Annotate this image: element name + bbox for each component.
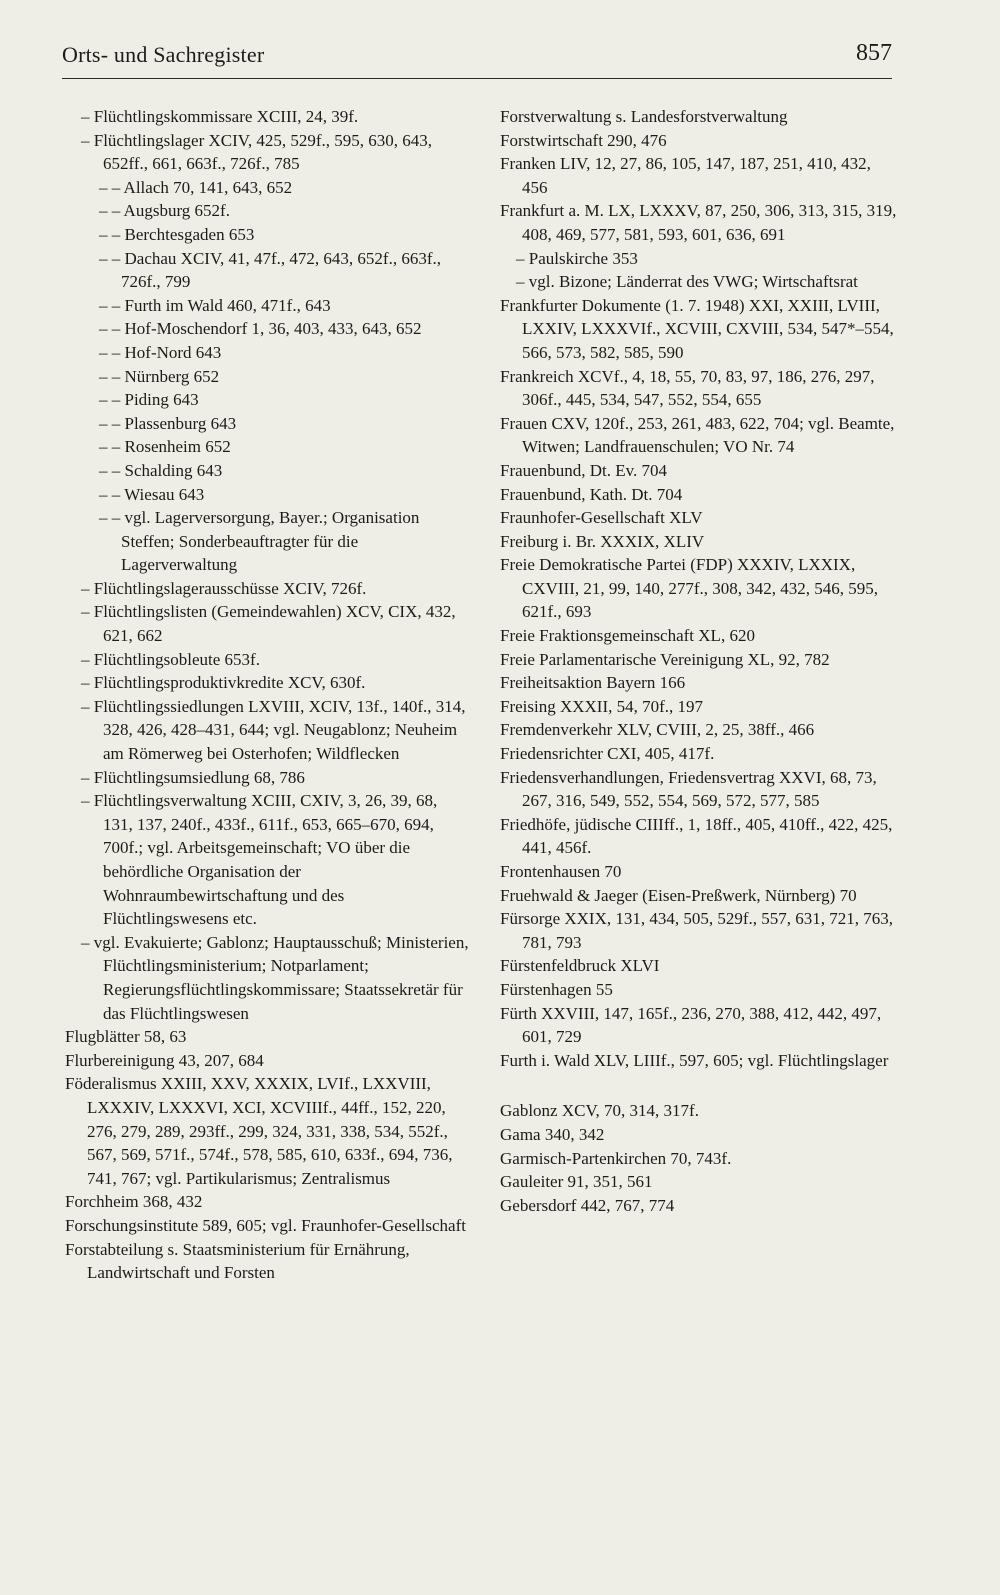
index-entry: Fürstenfeldbruck XLVI bbox=[500, 956, 660, 976]
index-entry: – – Schalding 643 bbox=[99, 460, 223, 480]
index-entry: Frankfurt a. M. LX, LXXXV, 87, 250, 306, 313, 315, 319, 408, 469, 577, 581, 593, 601, 636, 691 bbox=[500, 201, 897, 244]
index-entry: Franken LIV, 12, 27, 86, 105, 147, 187, 251, 410, 432, 456 bbox=[500, 154, 871, 197]
index-entry: – Flüchtlingslagerausschüsse XCIV, 726f. bbox=[81, 578, 367, 598]
index-entry: – Flüchtlingslisten (Gemeindewahlen) XCV, CIX, 432, 621, 662 bbox=[81, 602, 456, 646]
index-entry: – – Nürnberg 652 bbox=[99, 366, 220, 386]
index-entry: Freiheitsaktion Bayern 166 bbox=[500, 673, 686, 693]
index-entry: Freie Parlamentarische Vereinigung XL, 92, 782 bbox=[500, 649, 830, 669]
index-entry: Flurbereinigung 43, 207, 684 bbox=[65, 1050, 264, 1070]
index-entry: – – Berchtesgaden 653 bbox=[99, 224, 255, 244]
index-entry: Frontenhausen 70 bbox=[500, 862, 622, 881]
index-entry: Freising XXXII, 54, 70f., 197 bbox=[500, 696, 704, 716]
index-entry: Gablonz XCV, 70, 314, 317f. bbox=[500, 1101, 699, 1121]
index-entry: – – Augsburg 652f. bbox=[99, 201, 230, 221]
index-entry: Garmisch-Partenkirchen 70, 743f. bbox=[500, 1148, 732, 1168]
index-entry: – – Dachau XCIV, 41, 47f., 472, 643, 652f., 663f., 726f., 799 bbox=[99, 248, 442, 292]
letter-group-gap bbox=[500, 1072, 900, 1099]
index-entry: Gebersdorf 442, 767, 774 bbox=[500, 1195, 675, 1215]
index-entry: – Flüchtlingsobleute 653f. bbox=[81, 649, 260, 669]
index-entry: Flugblätter 58, 63 bbox=[65, 1027, 187, 1047]
index-entry: Freiburg i. Br. XXXIX, XLIV bbox=[500, 531, 705, 551]
index-entry: Frauen CXV, 120f., 253, 261, 483, 622, 704; vgl. Beamte, Witwen; Landfrauenschulen; VO Nr. 74 bbox=[500, 413, 895, 457]
index-entry: Gauleiter 91, 351, 561 bbox=[500, 1172, 653, 1192]
index-column-left bbox=[65, 105, 470, 1285]
index-entry: Friedensverhandlungen, Friedensvertrag XXVI, 68, 73, 267, 316, 549, 552, 554, 569, 572, 577, 585 bbox=[500, 767, 877, 811]
index-entry: Forstabteilung s. Staatsministerium für Ernährung, Landwirtschaft und Forsten bbox=[65, 1239, 410, 1283]
index-entry: Fruehwald & Jaeger (Eisen-Preßwerk, Nürnberg) 70 bbox=[500, 885, 857, 905]
index-entry: Freie Fraktionsgemeinschaft XL, 620 bbox=[500, 626, 755, 646]
index-entry: Frankfurter Dokumente (1. 7. 1948) XXI, XXIII, LVIII, LXXIV, LXXXVIf., XCVIII, CXVIII, 534, 547*–554, 566, 573, 582, 585, 590 bbox=[500, 295, 894, 362]
index-entry: Fürth XXVIII, 147, 165f., 236, 270, 388, 412, 442, 497, 601, 729 bbox=[500, 1003, 882, 1047]
index-entry: – – Piding 643 bbox=[99, 390, 199, 410]
index-entry: – – Wiesau 643 bbox=[99, 484, 205, 504]
index-entry: Föderalismus XXIII, XXV, XXXIX, LVIf., LXXVIII, LXXXIV, LXXXVI, XCI, XCVIIIf., 44ff., 152, 220, 276, 279, 289, 293ff., 299, 324, 331, 338, 534, 552f., 567, 569, 571f., 574f., 578, 585, 610, 633f., 694, 736, 741, 767; vgl. Partikularismus; Zentralismus bbox=[65, 1074, 453, 1188]
index-entry: Friedhöfe, jüdische CIIIff., 1, 18ff., 405, 410ff., 422, 425, 441, 456f. bbox=[500, 814, 893, 858]
index-entry: Fürsorge XXIX, 131, 434, 505, 529f., 557, 631, 721, 763, 781, 793 bbox=[500, 909, 894, 952]
index-entry: – vgl. Evakuierte; Gablonz; Hauptausschuß; Ministerien, Flüchtlingsministerium; Notparlament; Regierungsflüchtlingskommissare; Staatssekretär für das Flüchtlingswesen bbox=[81, 932, 469, 1023]
index-entry: – – vgl. Lagerversorgung, Bayer.; Organisation Steffen; Sonderbeauftragter für die Lagerverwaltung bbox=[99, 508, 420, 575]
index-entry: – Flüchtlingsverwaltung XCIII, CXIV, 3, 26, 39, 68, 131, 137, 240f., 433f., 611f., 653, 665–670, 694, 700f.; vgl. Arbeitsgemeinschaft; VO über die behördliche Organisation der Wohnraumbewirtschaftung und des Flüchtlingswesens etc. bbox=[81, 791, 438, 929]
index-entry: – – Allach 70, 141, 643, 652 bbox=[99, 177, 293, 197]
running-title: Orts- und Sachregister bbox=[62, 42, 265, 67]
index-entry: – vgl. Bizone; Länderrat des VWG; Wirtschaftsrat bbox=[516, 272, 858, 292]
index-entry: Freie Demokratische Partei (FDP) XXXIV, LXXIX, CXVIII, 21, 99, 140, 277f., 308, 342, 432, 546, 595, 621f., 693 bbox=[500, 555, 879, 622]
index-entry: Forchheim 368, 432 bbox=[65, 1192, 203, 1212]
index-entry: Forstverwaltung s. Landesforstverwaltung bbox=[500, 107, 788, 126]
index-entry: – Flüchtlingsproduktivkredite XCV, 630f. bbox=[81, 673, 366, 693]
index-entry: Frauenbund, Dt. Ev. 704 bbox=[500, 460, 667, 480]
index-entry: Gama 340, 342 bbox=[500, 1124, 605, 1144]
index-entry: – – Hof-Nord 643 bbox=[99, 342, 222, 362]
index-entry: Furth i. Wald XLV, LIIIf., 597, 605; vgl. Flüchtlingslager bbox=[500, 1050, 889, 1070]
page-header bbox=[62, 40, 892, 79]
index-entry: Forstwirtschaft 290, 476 bbox=[500, 130, 667, 150]
index-entry: – Paulskirche 353 bbox=[516, 248, 638, 268]
index-entry: – Flüchtlingskommissare XCIII, 24, 39f. bbox=[81, 107, 359, 126]
index-entry: Fürstenhagen 55 bbox=[500, 979, 613, 999]
index-entry: Fremdenverkehr XLV, CVIII, 2, 25, 38ff., 466 bbox=[500, 720, 815, 740]
index-entry: – Flüchtlingslager XCIV, 425, 529f., 595, 630, 643, 652ff., 661, 663f., 726f., 785 bbox=[81, 130, 433, 174]
index-entry: – – Plassenburg 643 bbox=[99, 413, 237, 433]
index-entry: – – Rosenheim 652 bbox=[99, 437, 231, 457]
index-entry: Friedensrichter CXI, 405, 417f. bbox=[500, 744, 715, 764]
index-entry: – – Furth im Wald 460, 471f., 643 bbox=[99, 295, 331, 315]
index-entry: Fraunhofer-Gesellschaft XLV bbox=[500, 508, 703, 528]
index-entry: – Flüchtlingsumsiedlung 68, 786 bbox=[81, 767, 305, 787]
index-entry: Forschungsinstitute 589, 605; vgl. Fraunhofer-Gesellschaft bbox=[65, 1215, 466, 1235]
index-column-right bbox=[500, 105, 900, 1217]
index-entry: – – Hof-Moschendorf 1, 36, 403, 433, 643, 652 bbox=[99, 319, 422, 339]
index-entry: – Flüchtlingssiedlungen LXVIII, XCIV, 13f., 140f., 314, 328, 426, 428–431, 644; vgl. Neugablonz; Neuheim am Römerweg bei Osterhofen; Wildflecken bbox=[81, 696, 466, 764]
page-number: 857 bbox=[856, 40, 892, 66]
index-entry: Frankreich XCVf., 4, 18, 55, 70, 83, 97, 186, 276, 297, 306f., 445, 534, 547, 552, 554, 655 bbox=[500, 366, 875, 410]
index-entry: Frauenbund, Kath. Dt. 704 bbox=[500, 484, 683, 504]
